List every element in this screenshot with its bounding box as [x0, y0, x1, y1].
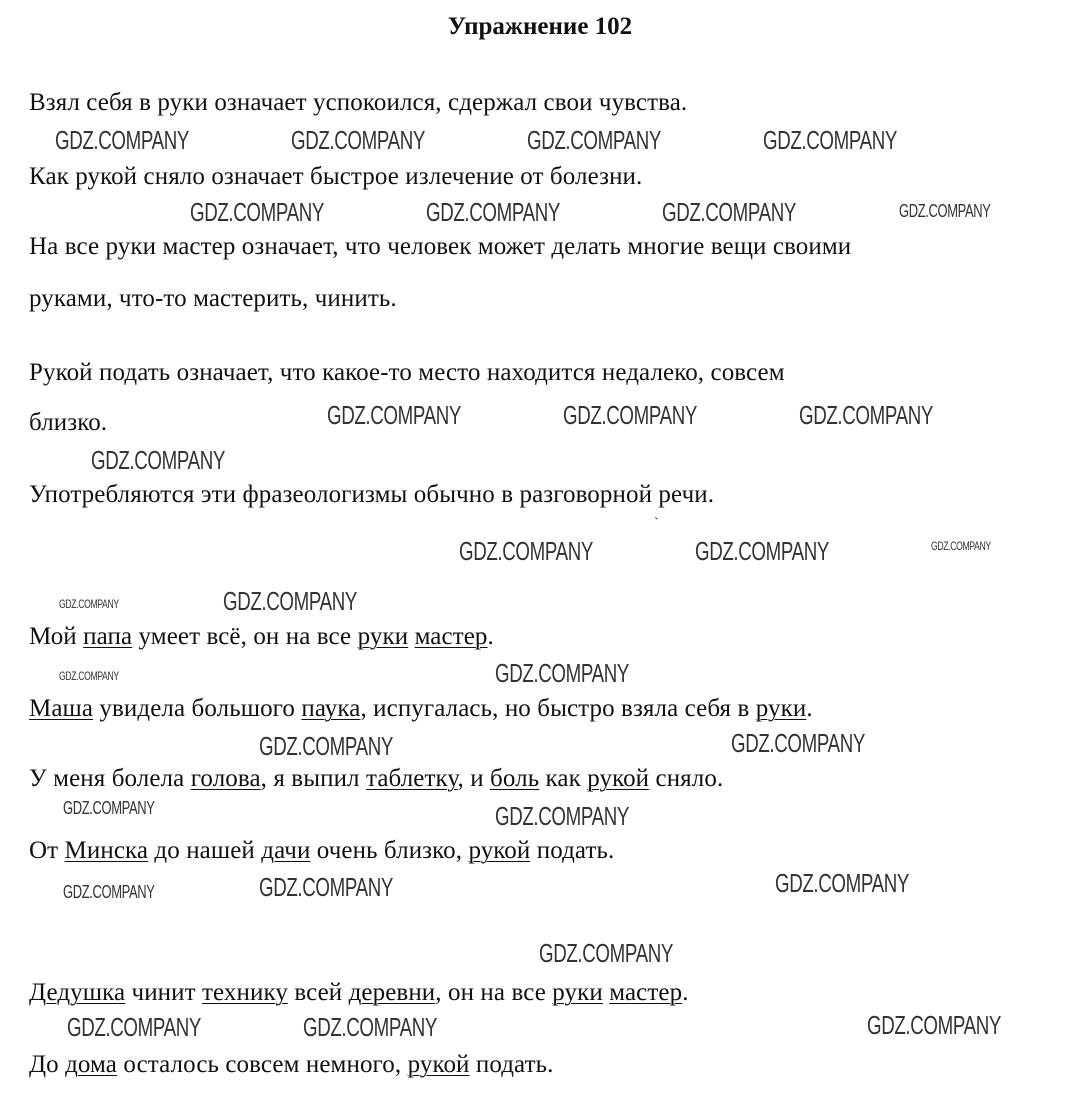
text-segment: Рукой подать означает, что какое-то место находится недалеко, совсем: [29, 359, 785, 386]
watermark: GDZ.COMPANY: [459, 536, 594, 566]
watermark: GDZ.COMPANY: [259, 872, 394, 902]
text-segment: .: [806, 695, 813, 722]
watermark: GDZ.COMPANY: [563, 400, 698, 430]
text-line: [29, 694, 813, 723]
text-segment: умеет всё, он на все: [132, 623, 358, 650]
watermark: GDZ.COMPANY: [55, 125, 190, 155]
watermark: GDZ.COMPANY: [59, 597, 119, 611]
text-line: [29, 88, 687, 117]
underlined-word: руки: [357, 623, 409, 650]
text-segment: У меня болела: [29, 765, 191, 792]
text-segment: На все руки мастер означает, что человек может делать многие вещи своими: [29, 233, 852, 260]
underlined-word: дома: [65, 1051, 117, 1078]
text-segment: руками, что-то мастерить, чинить.: [29, 285, 397, 312]
watermark: GDZ.COMPANY: [867, 1010, 1002, 1040]
text-line: [29, 836, 614, 865]
watermark: GDZ.COMPANY: [731, 728, 866, 758]
text-segment: как: [539, 765, 588, 792]
text-segment: подать.: [469, 1051, 554, 1078]
exercise-title: Упражнение 102: [447, 13, 633, 40]
underlined-word: дачи: [261, 837, 311, 864]
watermark: GDZ.COMPANY: [63, 798, 155, 818]
underlined-word: таблетку: [365, 765, 458, 792]
text-segment: , он на все: [435, 979, 553, 1006]
text-segment: .: [682, 979, 689, 1006]
watermark: GDZ.COMPANY: [931, 539, 991, 553]
watermark: GDZ.COMPANY: [59, 669, 119, 683]
watermark: GDZ.COMPANY: [495, 801, 630, 831]
text-line: [29, 978, 689, 1007]
underlined-word: мастер: [414, 623, 488, 650]
underlined-word: Дедушка: [29, 979, 126, 1006]
watermark: GDZ.COMPANY: [91, 445, 226, 475]
underlined-word: боль: [490, 765, 540, 792]
text-segment: Мой: [29, 623, 84, 650]
text-segment: увидела большого: [93, 695, 302, 722]
underlined-word: рукой: [407, 1051, 470, 1078]
text-segment: Взял себя в руки означает успокоился, сдержал свои чувства.: [29, 89, 688, 116]
text-segment: .: [487, 623, 494, 650]
underlined-word: рукой: [468, 837, 531, 864]
text-segment: до нашей: [148, 837, 262, 864]
text-line: [29, 408, 107, 437]
watermark: GDZ.COMPANY: [662, 197, 797, 227]
text-line: [29, 764, 723, 793]
underlined-word: руки: [755, 695, 807, 722]
text-segment: осталось совсем немного,: [117, 1051, 408, 1078]
watermark: GDZ.COMPANY: [899, 201, 991, 221]
underlined-word: папа: [83, 623, 133, 650]
watermark: GDZ.COMPANY: [775, 868, 910, 898]
watermark: GDZ.COMPANY: [291, 125, 426, 155]
watermark: GDZ.COMPANY: [67, 1012, 202, 1042]
text-line: [29, 1050, 554, 1079]
watermark: GDZ.COMPANY: [63, 882, 155, 902]
text-segment: , испугалась, но быстро взяла себя в: [360, 695, 756, 722]
text-segment: От: [29, 837, 65, 864]
text-line: [29, 358, 785, 387]
stray-mark: `: [654, 516, 659, 531]
watermark: GDZ.COMPANY: [539, 938, 674, 968]
text-line: [29, 622, 494, 651]
text-segment: сняло.: [649, 765, 724, 792]
watermark: GDZ.COMPANY: [259, 731, 394, 761]
text-segment: всей: [287, 979, 349, 1006]
underlined-word: голова: [190, 765, 261, 792]
text-line: [29, 480, 714, 509]
text-line: [29, 232, 851, 261]
text-line: [29, 284, 397, 313]
underlined-word: руки: [552, 979, 603, 1006]
watermark: GDZ.COMPANY: [763, 125, 898, 155]
watermark: GDZ.COMPANY: [495, 658, 630, 688]
text-segment: , и: [457, 765, 491, 792]
underlined-word: деревни: [348, 979, 436, 1006]
text-segment: подать.: [530, 837, 615, 864]
text-segment: очень близко,: [310, 837, 469, 864]
text-segment: До: [29, 1051, 66, 1078]
text-segment: Употребляются эти фразеологизмы обычно в разговорной речи.: [29, 481, 715, 508]
underlined-word: Минска: [64, 837, 149, 864]
underlined-word: технику: [202, 979, 288, 1006]
watermark: GDZ.COMPANY: [223, 586, 358, 616]
underlined-word: паука: [301, 695, 361, 722]
underlined-word: мастер: [609, 979, 683, 1006]
watermark: GDZ.COMPANY: [527, 125, 662, 155]
underlined-word: рукой: [587, 765, 650, 792]
watermark: GDZ.COMPANY: [190, 197, 325, 227]
watermark: GDZ.COMPANY: [303, 1012, 438, 1042]
text-segment: , я выпил: [260, 765, 366, 792]
text-segment: Как рукой сняло означает быстрое излечение от болезни.: [29, 163, 643, 190]
watermark: GDZ.COMPANY: [426, 197, 561, 227]
underlined-word: Маша: [29, 695, 94, 722]
text-segment: чинит: [125, 979, 203, 1006]
text-segment: близко.: [29, 409, 108, 436]
watermark: GDZ.COMPANY: [799, 400, 934, 430]
text-line: [29, 162, 642, 191]
watermark: GDZ.COMPANY: [695, 536, 830, 566]
watermark: GDZ.COMPANY: [327, 400, 462, 430]
